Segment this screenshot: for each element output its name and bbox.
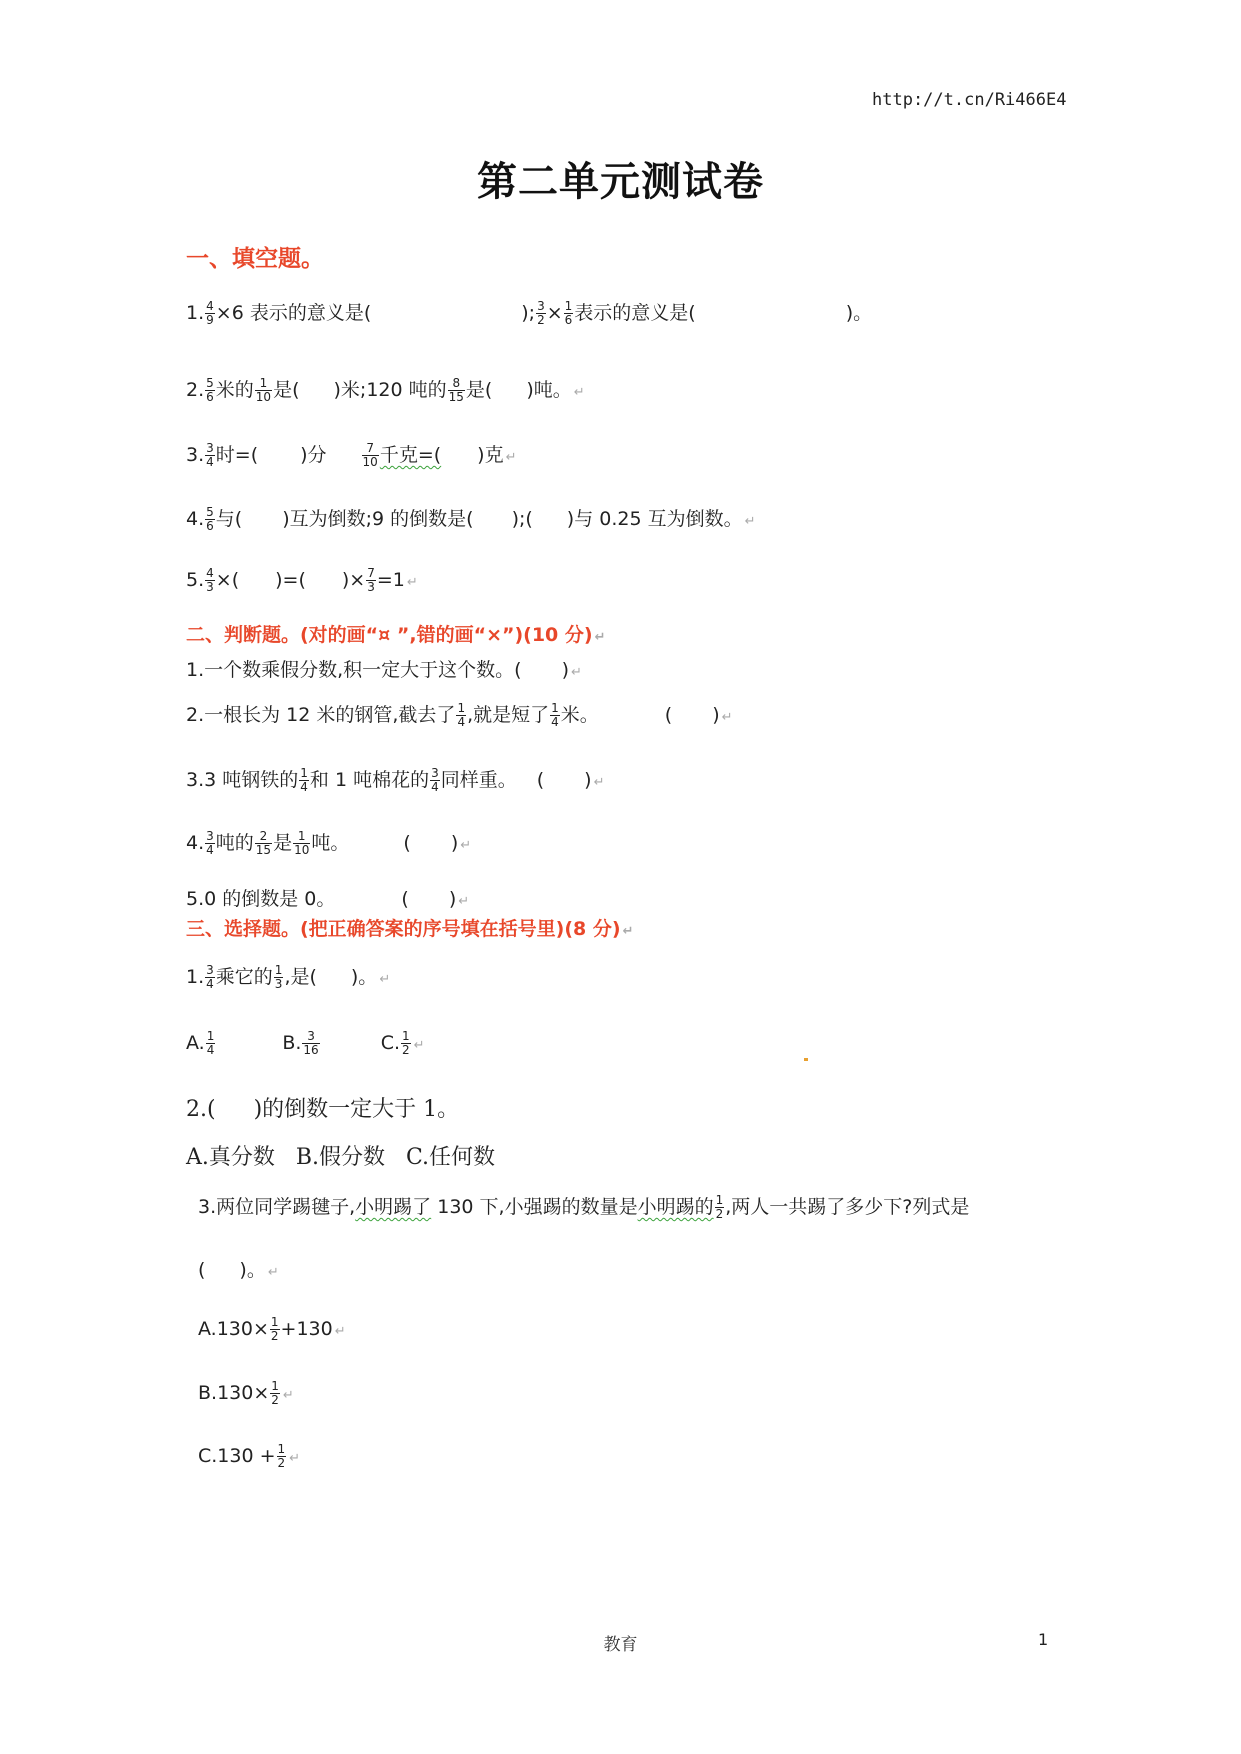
fraction: $\frac{1}{10}$: [294, 829, 310, 857]
fraction: $\frac{4}{9}$: [206, 299, 214, 327]
return-mark: ↵: [406, 575, 418, 590]
fraction: $\frac{2}{15}$: [255, 829, 272, 857]
section2-heading: 二、判断题。(对的画“¤ ”,错的画“×”)(10 分) ↵: [186, 624, 606, 646]
fraction: $\frac{1}{2}$: [271, 1379, 279, 1407]
fraction: $\frac{5}{6}$: [206, 376, 214, 404]
header-url: http://t.cn/Ri466E4: [872, 90, 1067, 110]
choice-question-1: 1. $\frac{3}{4}$ 乘它的 $\frac{1}{3}$ ,是( )。 ↵: [186, 963, 391, 991]
fraction: $\frac{1}{4}$: [300, 766, 308, 794]
fraction: $\frac{7}{10}$: [362, 441, 378, 469]
judge-question-2: 2.一根长为 12 米的钢管,截去了 $\frac{1}{4}$ ,就是短了 $\frac{1}{4}$ 米。 ( ) ↵: [186, 701, 733, 729]
fill-question-1: 1. $\frac{4}{9}$ ×6 表示的意义是( ); $\frac{3}{2}$ × $\frac{1}{6}$ 表示的意义是( )。: [186, 299, 873, 327]
section3-heading: 三、选择题。(把正确答案的序号填在括号里)(8 分) ↵: [186, 918, 634, 940]
fraction: $\frac{1}{2}$: [277, 1442, 286, 1470]
fill-question-4: 4. $\frac{5}{6}$ 与( )互为倒数;9 的倒数是( );( )与 0.25 互为倒数。 ↵: [186, 505, 756, 533]
fill-question-2: 2. $\frac{5}{6}$ 米的 $\frac{1}{10}$ 是( )米;120 吨的 $\frac{8}{15}$ 是( )吨。 ↵: [186, 376, 585, 404]
choice-question-3-option-c: C.130 + $\frac{1}{2}$ ↵: [198, 1442, 301, 1470]
fraction: $\frac{3}{4}$: [431, 766, 439, 794]
judge-question-1: 1.一个数乘假分数,积一定大于这个数。( ) ↵: [186, 659, 582, 681]
choice-question-3-option-b: B.130× $\frac{1}{2}$ ↵: [198, 1379, 294, 1407]
fraction: $\frac{3}{4}$: [206, 441, 214, 469]
fraction: $\frac{3}{4}$: [206, 829, 214, 857]
fraction: $\frac{3}{16}$: [303, 1029, 319, 1057]
fraction: $\frac{8}{15}$: [448, 376, 464, 404]
fraction: $\frac{1}{10}$: [255, 376, 272, 404]
fill-question-5: 5. $\frac{4}{3}$ ×( )=( )× $\frac{7}{3}$ =1 ↵: [186, 566, 418, 594]
fill-question-3: 3. $\frac{3}{4}$ 时=( )分 $\frac{7}{10}$ 千克=( )克 ↵: [186, 441, 517, 469]
fraction: $\frac{3}{4}$: [206, 963, 214, 991]
fraction: $\frac{4}{3}$: [206, 566, 214, 594]
fraction: $\frac{1}{2}$: [270, 1315, 279, 1343]
fraction: $\frac{3}{2}$: [537, 299, 545, 327]
return-mark: ↵: [573, 385, 585, 400]
fraction: $\frac{1}{4}$: [206, 1029, 215, 1057]
choice-question-3-blank: ( )。 ↵: [198, 1259, 279, 1281]
fraction: $\frac{1}{3}$: [274, 963, 283, 991]
return-mark: ↵: [744, 514, 756, 529]
fraction: $\frac{7}{3}$: [367, 566, 375, 594]
judge-question-3: 3.3 吨钢铁的 $\frac{1}{4}$ 和 1 吨棉花的 $\frac{3}{4}$ 同样重。 ( ) ↵: [186, 766, 605, 794]
fraction: $\frac{1}{2}$: [402, 1029, 410, 1057]
page-number: 1: [1038, 1630, 1049, 1649]
fraction: $\frac{1}{6}$: [564, 299, 573, 327]
stray-mark: [804, 1058, 808, 1061]
choice-question-2-options: A.真分数 B.假分数 C.任何数: [186, 1145, 496, 1170]
choice-question-1-options: A. $\frac{1}{4}$ B. $\frac{3}{16}$ C. $\frac{1}{2}$ ↵: [186, 1029, 425, 1057]
fraction: $\frac{5}{6}$: [206, 505, 214, 533]
return-mark: ↵: [505, 450, 517, 465]
judge-question-4: 4. $\frac{3}{4}$ 吨的 $\frac{2}{15}$ 是 $\frac{1}{10}$ 吨。 ( ) ↵: [186, 829, 472, 857]
footer-text: 教育: [603, 1635, 638, 1655]
page-title: 第二单元测试卷: [477, 159, 764, 205]
judge-question-5: 5.0 的倒数是 0。 ( ) ↵: [186, 888, 470, 910]
choice-question-3-option-a: A.130× $\frac{1}{2}$ +130 ↵: [198, 1315, 346, 1343]
choice-question-3: 3.两位同学踢毽子,小明踢了 130 下,小强踢的数量是小明踢的 $\frac{1}{2}$ ,两人一共踢了多少下?列式是: [198, 1193, 970, 1221]
choice-question-2: 2.( )的倒数一定大于 1。: [186, 1097, 460, 1122]
fraction: $\frac{1}{4}$: [457, 701, 466, 729]
section1-heading: 一、填空题。: [186, 246, 324, 272]
fraction: $\frac{1}{4}$: [551, 701, 559, 729]
fraction: $\frac{1}{2}$: [715, 1193, 724, 1221]
